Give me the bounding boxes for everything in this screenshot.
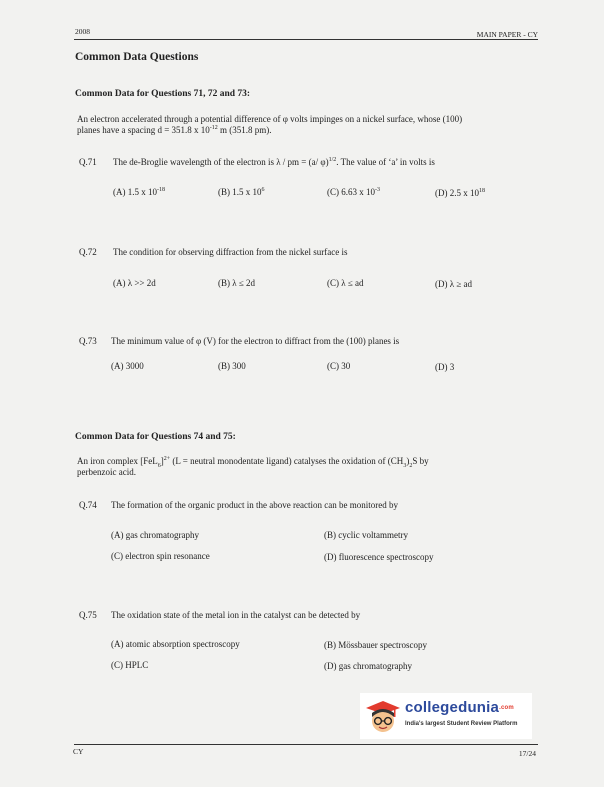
q73-text: The minimum value of φ (V) for the electron to diffract from the (100) planes is <box>111 336 400 346</box>
q75-option-c: (C) HPLC <box>111 660 149 670</box>
collegedunia-watermark <box>360 693 532 739</box>
q72-text: The condition for observing diffraction from the nickel surface is <box>113 247 348 257</box>
q72-option-b: (B) λ ≤ 2d <box>218 278 256 288</box>
watermark-brand: collegedunia.com <box>405 699 514 716</box>
q74-number: Q.74 <box>79 500 97 510</box>
group1-passage-line1: An electron accelerated through a potential difference of φ volts impinges on a nickel surface, whose (100) <box>77 114 463 124</box>
header-paper: MAIN PAPER - CY <box>476 30 538 39</box>
q71-option-c: (C) 6.63 x $10^{-3}$ <box>327 187 380 197</box>
q71-number: Q.71 <box>79 157 97 167</box>
q75-option-b: (B) Mössbauer spectroscopy <box>324 640 427 650</box>
q74-option-c: (C) electron spin resonance <box>111 551 210 561</box>
group2-title: Common Data for Questions 74 and 75: <box>75 432 236 442</box>
q73-number: Q.73 <box>79 336 97 346</box>
q74-text: The formation of the organic product in the above reaction can be monitored by <box>111 500 398 510</box>
q73-option-c: (C) 30 <box>327 361 351 371</box>
q72-option-a: (A) λ >> 2d <box>113 278 156 288</box>
group2-passage-line2: perbenzoic acid. <box>77 467 136 477</box>
q72-number: Q.72 <box>79 247 97 257</box>
graduate-mascot-icon <box>364 699 402 735</box>
footer-page-number: 17/24 <box>518 749 536 758</box>
footer-left: CY <box>73 747 84 756</box>
q73-option-b: (B) 300 <box>218 361 246 371</box>
q73-option-d: (D) 3 <box>435 362 455 372</box>
header-rule <box>74 39 538 40</box>
q75-text: The oxidation state of the metal ion in the catalyst can be detected by <box>111 610 361 620</box>
q74-option-b: (B) cyclic voltammetry <box>324 530 408 540</box>
header-year: 2008 <box>75 27 90 36</box>
q74-option-a: (A) gas chromatography <box>111 530 199 540</box>
q71-option-b: (B) 1.5 x $10^6$ <box>218 187 265 197</box>
q72-option-d: (D) λ ≥ ad <box>435 279 473 289</box>
q75-option-a: (A) atomic absorption spectroscopy <box>111 639 240 649</box>
q75-number: Q.75 <box>79 610 97 620</box>
q74-option-d: (D) fluorescence spectroscopy <box>324 552 434 562</box>
q73-option-a: (A) 3000 <box>111 361 144 371</box>
q71-option-a: (A) 1.5 x $10^{-18}$ <box>113 187 165 197</box>
q75-option-d: (D) gas chromatography <box>324 661 412 671</box>
footer-rule <box>74 744 538 745</box>
q72-option-c: (C) λ ≤ ad <box>327 278 364 288</box>
section-title: Common Data Questions <box>75 51 199 63</box>
group1-passage-line2: planes have a spacing d = 351.8 x $10^{-12}$ m (351.8 pm). <box>77 125 272 135</box>
group1-title: Common Data for Questions 71, 72 and 73: <box>75 89 251 99</box>
watermark-tagline: India's largest Student Review Platform <box>405 721 518 727</box>
group2-passage-line1: An iron complex $[FeL_6]^{2+}$ (L = neutral monodentate ligand) catalyses the oxidation of $(CH_3)_2S$ by <box>77 456 429 469</box>
q71-text: The de-Broglie wavelength of the electron is λ / pm = (a/ φ)$^{1/2}$. The value of ‘a’ in volts is <box>113 157 435 167</box>
q71-option-d: (D) 2.5 x $10^{18}$ <box>435 188 485 198</box>
